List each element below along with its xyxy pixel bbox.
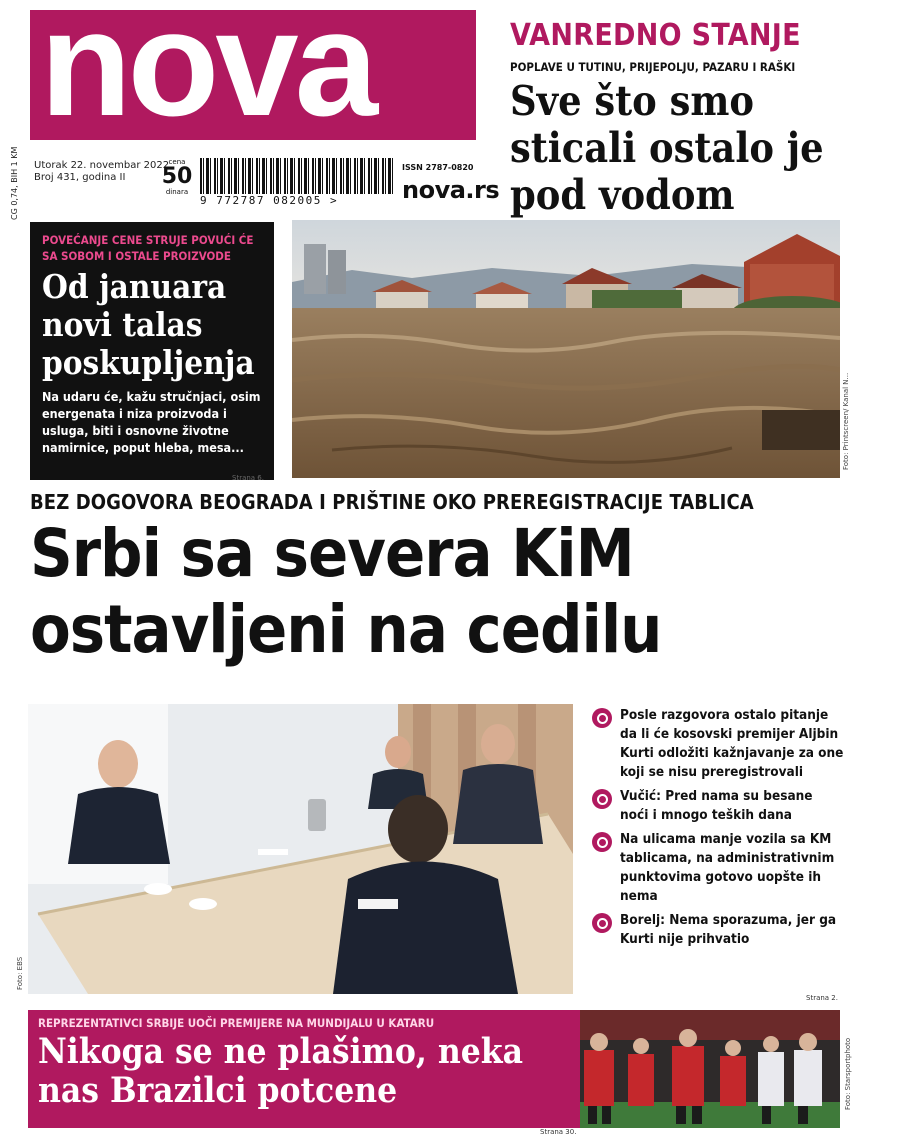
barcode-number: 9 772787 082005 > [200, 194, 339, 207]
flood-photo-credit: Foto: Printscreen/ Kanal N... [842, 372, 850, 470]
bullet-icon [592, 913, 612, 933]
bullet-text: Na ulicama manje vozila sa KM tablicama, na administrativnim punktovima gotovo uopšte ih nema [620, 831, 835, 904]
price-currency: dinara [165, 188, 189, 196]
bullet-text: Vučić: Pred nama su besane noći i mnogo teških dana [620, 788, 813, 823]
main-page-ref: Strana 2. [806, 994, 838, 1002]
price-story-body: Na udaru će, kažu stručnjaci, osim energenata i niza proizvoda i usluga, biti i osnovne životne namirnice, poput hleba, mesa... [42, 389, 261, 455]
main-bullets [590, 706, 845, 954]
bullet-icon [592, 789, 612, 809]
bullet-item [590, 706, 845, 782]
sport-story-band[interactable] [28, 1010, 580, 1128]
meeting-photo-credit: Foto: EBS [16, 956, 24, 990]
meeting-photo [28, 704, 573, 994]
issue-number: Broj 431, godina II [34, 172, 126, 183]
bullet-item [590, 830, 845, 906]
price-label: cena [168, 158, 186, 166]
bullet-text: Posle razgovora ostalo pitanje da li će kosovski premijer Aljbin Kurti odložiti kažnjavanje za one koji se nisu preregistrovali [620, 707, 844, 780]
bullet-text: Borelj: Nema sporazuma, jer ga Kurti nije prihvatio [620, 912, 837, 947]
issue-date: Utorak 22. novembar 2022. [34, 160, 173, 171]
price-value: 50 [161, 164, 193, 189]
logo-text: nova [40, 10, 375, 140]
price-box [160, 158, 194, 196]
flood-subkicker: POPLAVE U TUTINU, PRIJEPOLJU, PAZARU I RAŠKI [510, 60, 796, 74]
main-headline-line1: Srbi sa severa KiM [30, 515, 634, 592]
flood-headline[interactable]: Sve što smo sticali ostalo je pod vodom [510, 77, 824, 219]
sport-headline: Nikoga se ne plašimo, neka nas Brazilci potcene [38, 1031, 523, 1111]
main-headline-line2: ostavljeni na cedilu [30, 591, 662, 668]
price-page-ref: Strana 6. [232, 474, 264, 482]
bullet-icon [592, 708, 612, 728]
bullet-item [590, 787, 845, 825]
price-story-headline: Od januara novi talas poskupljenja [42, 267, 255, 382]
bullet-item [590, 911, 845, 949]
flood-photo-image [292, 220, 840, 478]
dateline [34, 160, 172, 184]
bullet-icon [592, 832, 612, 852]
sport-photo-credit: Foto: Starsportphoto [844, 1037, 852, 1110]
flood-kicker: VANREDNO STANJE [510, 18, 801, 53]
price-story-kicker: POVEĆANJE CENE STRUJE POVUĆI ĆE SA SOBOM I OSTALE PROIZVODE [42, 233, 254, 263]
sport-page-ref: Strana 30. [540, 1128, 577, 1136]
main-kicker: BEZ DOGOVORA BEOGRADA I PRIŠTINE OKO PREREGISTRACIJE TABLICA [30, 490, 754, 514]
main-headline[interactable] [30, 516, 880, 668]
barcode [200, 158, 395, 194]
sport-photo-image [580, 1010, 840, 1128]
price-story-box[interactable] [30, 222, 274, 480]
meeting-photo-image [28, 704, 573, 994]
side-price-text: CG 0,74, BIH 1 KM [10, 146, 19, 220]
issn: ISSN 2787-0820 [402, 163, 474, 172]
site-url[interactable]: nova.rs [402, 176, 500, 204]
flood-photo [292, 220, 840, 478]
sport-kicker: REPREZENTATIVCI SRBIJE UOČI PREMIJERE NA MUNDIJALU U KATARU [38, 1016, 435, 1030]
nova-logo[interactable] [30, 10, 476, 140]
sport-photo [580, 1010, 840, 1128]
